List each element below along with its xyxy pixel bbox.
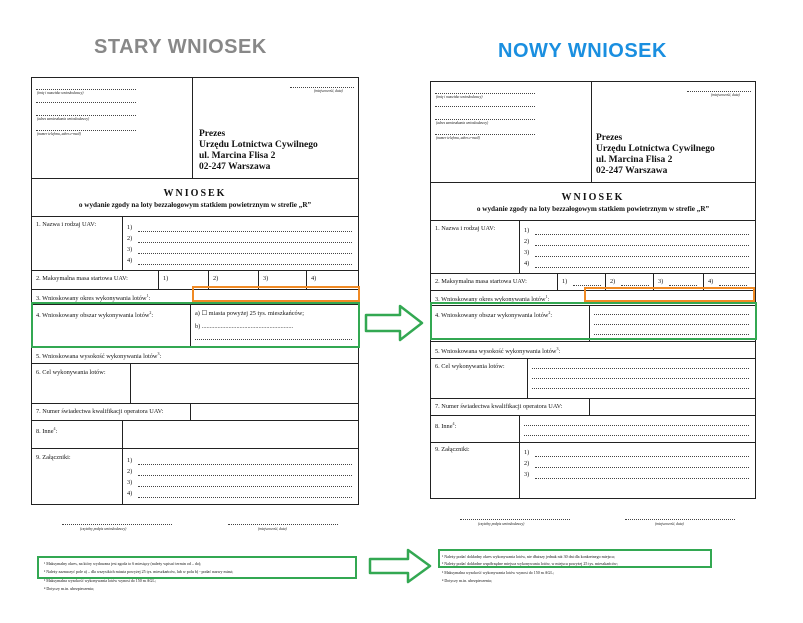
field-8-label: 8. Inne$^4$: — [435, 421, 457, 431]
field-4-label: 4. Wnioskowany obszar wykonywania lotów$^2$: — [435, 310, 553, 320]
new-footnote-2: ² Należy podać dokładne współrzędne miejsca wykonywania lotów, w miejscu powyżej 25 tys. mieszkańców; — [442, 561, 618, 566]
field-6-label: 6. Cel wykonywania lotów: — [435, 363, 505, 370]
comparison-arrow-icon — [364, 303, 426, 343]
form-subtitle: o wydanie zgody na loty bezzałogowym statkiem powietrznym w strefie „R” — [78, 201, 312, 209]
old-footnote-3: ³ Maksymalna wysokość wykonywania lotów wynosi do 150 m AGL; — [44, 578, 156, 583]
new-footnote-3: ³ Maksymalna wysokość wykonywania lotów wynosi do 150 m AGL; — [442, 570, 554, 575]
field-3-label: 3. Wnioskowany okres wykonywania lotów$^1$: — [36, 293, 151, 303]
field-4-option-a: a) ☐ miasta powyżej 25 tys. mieszkańców; — [195, 310, 304, 317]
old-place-date-label: (miejscowość, data) — [258, 527, 287, 531]
old-footnote-4: ⁴ Dotyczy m.in. ubezpieczenia; — [44, 586, 94, 591]
form-title: WNIOSEK — [561, 192, 625, 203]
footnote-comparison-arrow-icon — [368, 547, 434, 585]
field-5-label: 5. Wnioskowana wysokość wykonywania lotów$^3$: — [435, 346, 561, 356]
field-9-label: 9. Załączniki: — [435, 446, 470, 453]
new-field-4-highlight — [430, 302, 757, 340]
field-7-label: 7. Numer świadectwa kwalifikacji operatora UAV: — [435, 403, 563, 410]
recipient-address: Prezes Urzędu Lotnictwa Cywilnego ul. Marcina Flisa 2 02-247 Warszawa — [199, 129, 318, 172]
field-4-option-b: b) .......................................................... — [195, 323, 294, 330]
phone-label: (numer telefonu, adres e-mail) — [37, 132, 81, 136]
field-2-label: 2. Maksymalna masa startowa UAV: — [435, 278, 527, 285]
old-field-3-highlight — [192, 286, 360, 302]
field-1-label: 1. Nazwa i rodzaj UAV: — [435, 225, 496, 232]
old-footnotes-highlight — [37, 556, 357, 579]
new-place-date-label: (miejscowość, data) — [655, 522, 684, 526]
field-3-label: 3. Wnioskowany okres wykonywania lotów$^1$: — [435, 294, 550, 304]
field-2-label: 2. Maksymalna masa startowa UAV: — [36, 275, 128, 282]
new-footnote-1: ¹ Należy podać dokładny okres wykonywania lotów, nie dłuższy jednak niż 30 dni dla konkretnego miejsca; — [442, 554, 615, 559]
field-4-label: 4. Wnioskowany obszar wykonywania lotów$^2$: — [36, 310, 154, 320]
old-application-form: (imię i nazwisko wnioskodawcy) (adres zamieszkania wnioskodawcy) (numer telefonu, adres e-mail) (miejscowość, data) Prezes Urzędu Lotnictwa Cywilnego ul. Marcina Flisa 2 02-247 Warszawa WNIOSEK o wydanie zgody na loty bezzałogowym statkiem powietrznym w strefie „R” 1. Nazwa i rodzaj UAV: 1) 2) 3) 4) 2. Maksymalna masa startowa UAV: 1) 2) 3) 4) 3. Wnioskowany okres wykonywania lotów$^1$: 4. Wnioskowany obszar wykonywania lotów$^2$: a) ☐ miasta powyżej 25 tys. mieszkańców; b) .......................................................... 5. Wnioskowana wysokość wykonywania lotów$^3$: 6. Cel wykonywania lotów: 7. Numer świadectwa kwalifikacji operatora UAV: 8. Inne$^4$: 9. Załączniki: 1) 2) 3) 4) — [31, 77, 359, 505]
old-footnote-1: ¹ Maksymalny okres, na który wydawana jest zgoda to 6 miesięcy (należy wpisać termin od – do); — [44, 561, 202, 566]
old-form-heading: STARY WNIOSEK — [94, 36, 267, 58]
field-8-label: 8. Inne$^4$: — [36, 426, 58, 436]
new-form-heading: NOWY WNIOSEK — [498, 40, 667, 62]
address-label: (adres zamieszkania wnioskodawcy) — [436, 121, 489, 125]
field-1-label: 1. Nazwa i rodzaj UAV: — [36, 221, 97, 228]
new-application-form: (imię i nazwisko wnioskodawcy) (adres zamieszkania wnioskodawcy) (numer telefonu, adres e-mail) (miejscowość, data) Prezes Urzędu Lotnictwa Cywilnego ul. Marcina Flisa 2 02-247 Warszawa WNIOSEK o wydanie zgody na loty bezzałogowym statkiem powietrznym w strefie „R” 1. Nazwa i rodzaj UAV: 1) 2) 3) 4) 2. Maksymalna masa startowa UAV: 1) 2) 3) 4) 3. Wnioskowany okres wykonywania lotów$^1$: 4. Wnioskowany obszar wykonywania lotów$^2$: 5. Wnioskowana wysokość wykonywania lotów$^3$: 6. Cel wykonywania lotów: 7. Numer świadectwa kwalifikacji operatora UAV: 8. Inne$^4$: 9. Załączniki: 1) 2) 3) — [430, 81, 756, 499]
field-6-label: 6. Cel wykonywania lotów: — [36, 369, 106, 376]
phone-label: (numer telefonu, adres e-mail) — [436, 136, 480, 140]
old-field-4-highlight — [31, 302, 360, 348]
field-9-label: 9. Załączniki: — [36, 454, 71, 461]
applicant-name-label: (imię i nazwisko wnioskodawcy) — [37, 91, 84, 95]
field-7-label: 7. Numer świadectwa kwalifikacji operatora UAV: — [36, 408, 164, 415]
place-date-label: (miejscowość, data) — [711, 93, 740, 97]
old-footnote-2: ² Należy zaznaczyć pole a) – dla wszystkich miasta powyżej 25 tys. mieszkańców, lub w polu b) - podać nazwy miast; — [44, 569, 234, 574]
old-signature-label: (czytelny podpis wnioskodawcy) — [80, 527, 127, 531]
new-signature-label: (czytelny podpis wnioskodawcy) — [478, 522, 525, 526]
recipient-address: Prezes Urzędu Lotnictwa Cywilnego ul. Marcina Flisa 2 02-247 Warszawa — [596, 133, 715, 176]
place-date-label: (miejscowość, data) — [314, 89, 343, 93]
address-label: (adres zamieszkania wnioskodawcy) — [37, 117, 90, 121]
form-subtitle: o wydanie zgody na loty bezzałogowym statkiem powietrznym w strefie „R” — [476, 205, 710, 213]
new-footnote-4: ⁴ Dotyczy m.in. ubezpieczenia; — [442, 578, 492, 583]
new-footnotes-highlight — [438, 549, 712, 568]
applicant-name-label: (imię i nazwisko wnioskodawcy) — [436, 95, 483, 99]
form-title: WNIOSEK — [163, 188, 227, 199]
field-5-label: 5. Wnioskowana wysokość wykonywania lotów$^3$: — [36, 351, 162, 361]
new-field-3-highlight — [584, 287, 755, 302]
